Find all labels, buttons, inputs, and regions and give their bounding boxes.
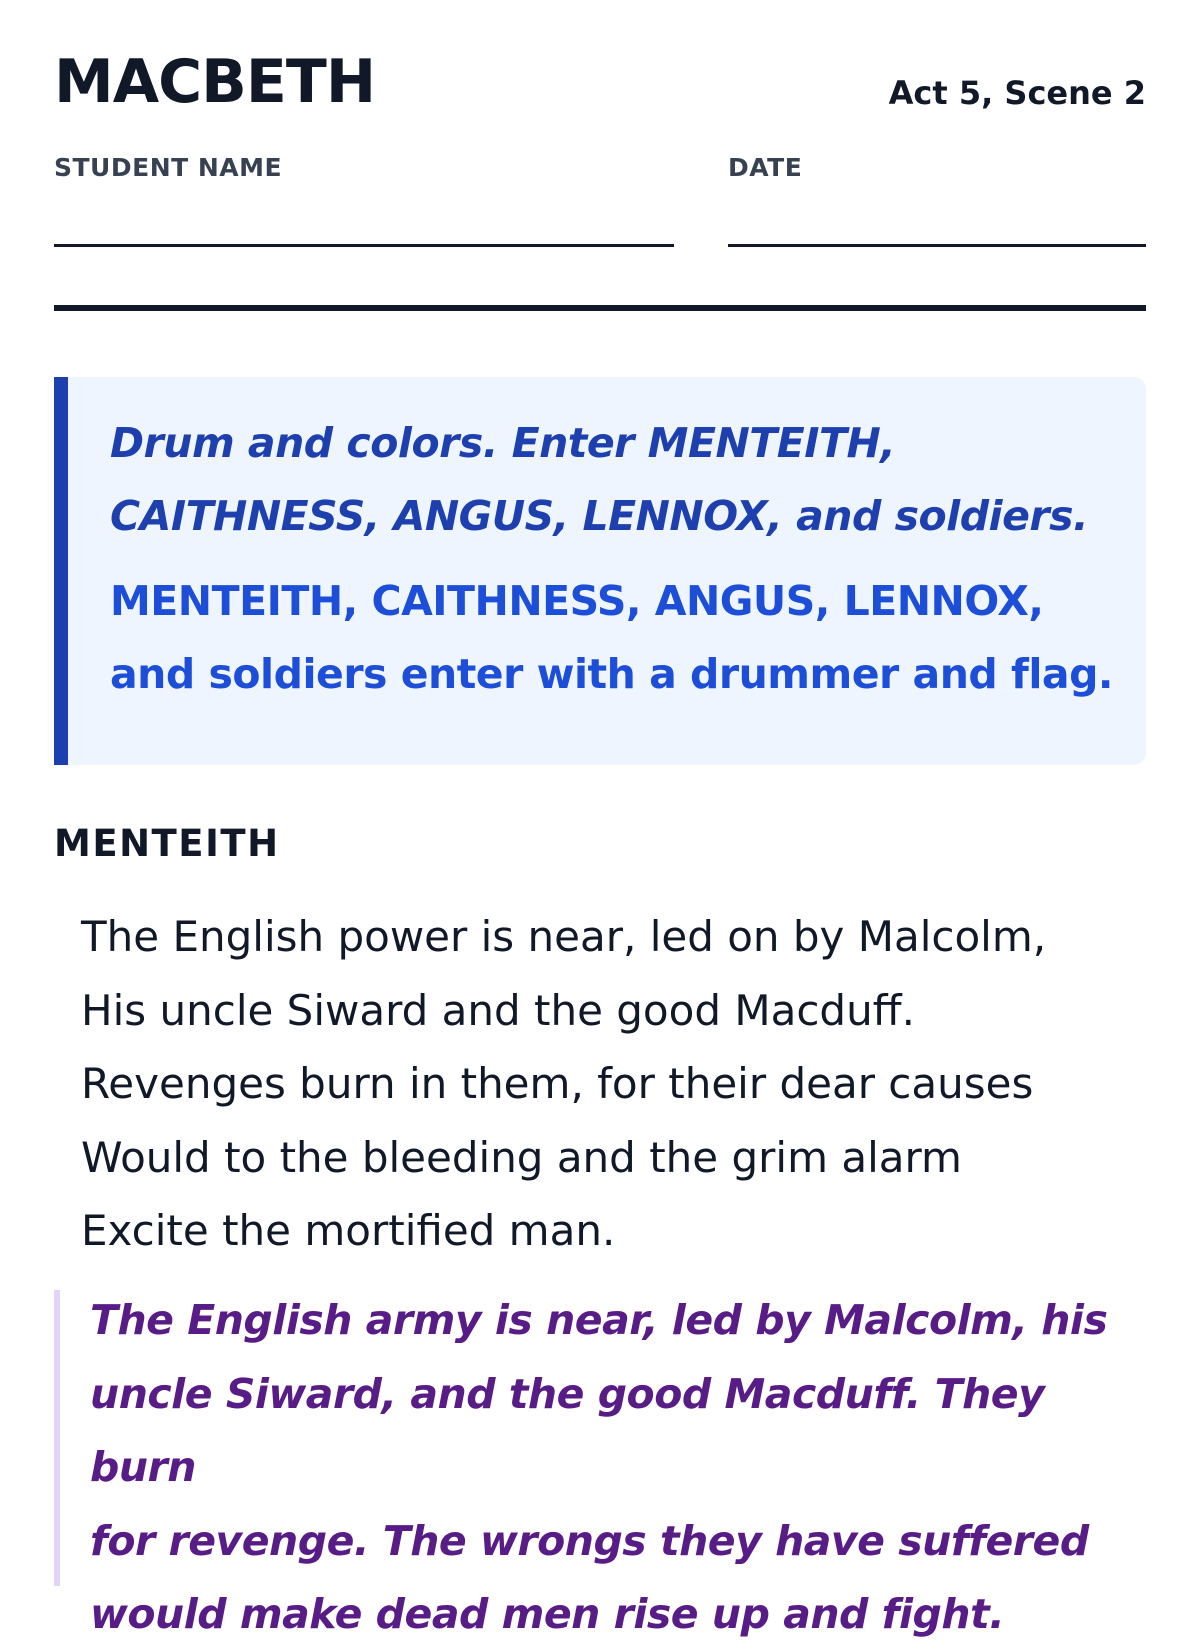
modern-translation-text bbox=[90, 1284, 1146, 1652]
play-title: MACBETH bbox=[54, 47, 376, 117]
stage-modern-line: MENTEITH, CAITHNESS, ANGUS, LENNOX, bbox=[110, 577, 1044, 625]
stage-original-line: CAITHNESS, ANGUS, LENNOX, and soldiers. bbox=[110, 492, 1089, 540]
student-name-input-line[interactable] bbox=[54, 244, 674, 247]
original-verse bbox=[81, 900, 1141, 1268]
stage-direction-original bbox=[110, 407, 1126, 553]
verse-line: His uncle Siward and the good Macduff. bbox=[81, 985, 915, 1035]
modern-line: would make dead men rise up and fight. bbox=[90, 1590, 1005, 1638]
modern-line: The English army is near, led by Malcolm, his bbox=[90, 1296, 1108, 1344]
date-field[interactable] bbox=[728, 155, 1146, 247]
modern-line: uncle Siward, and the good Macduff. They burn bbox=[90, 1369, 1045, 1491]
verse-line: Revenges burn in them, for their dear causes bbox=[81, 1059, 1034, 1108]
date-input-line[interactable] bbox=[728, 244, 1146, 247]
verse-line: Would to the bleeding and the grim alarm bbox=[81, 1132, 962, 1182]
student-name-label: STUDENT NAME bbox=[54, 153, 283, 182]
date-label: DATE bbox=[728, 153, 803, 182]
student-name-field[interactable] bbox=[54, 155, 674, 247]
stage-modern-line: and soldiers enter with a drummer and flag. bbox=[110, 650, 1113, 698]
stage-direction-box bbox=[54, 377, 1146, 765]
stage-direction-modern bbox=[110, 565, 1126, 711]
act-scene-label: Act 5, Scene 2 bbox=[888, 74, 1146, 112]
student-fields bbox=[54, 125, 1146, 305]
stage-original-line: Drum and colors. Enter MENTEITH, bbox=[110, 419, 896, 467]
speaker-name: MENTEITH bbox=[54, 822, 280, 865]
header bbox=[54, 0, 1146, 125]
verse-line: The English power is near, led on by Malcolm, bbox=[81, 912, 1047, 961]
modern-translation bbox=[54, 1290, 1146, 1638]
verse-line: Excite the mortified man. bbox=[81, 1206, 616, 1255]
modern-line: for revenge. The wrongs they have suffered bbox=[90, 1516, 1089, 1565]
header-divider bbox=[54, 305, 1146, 311]
